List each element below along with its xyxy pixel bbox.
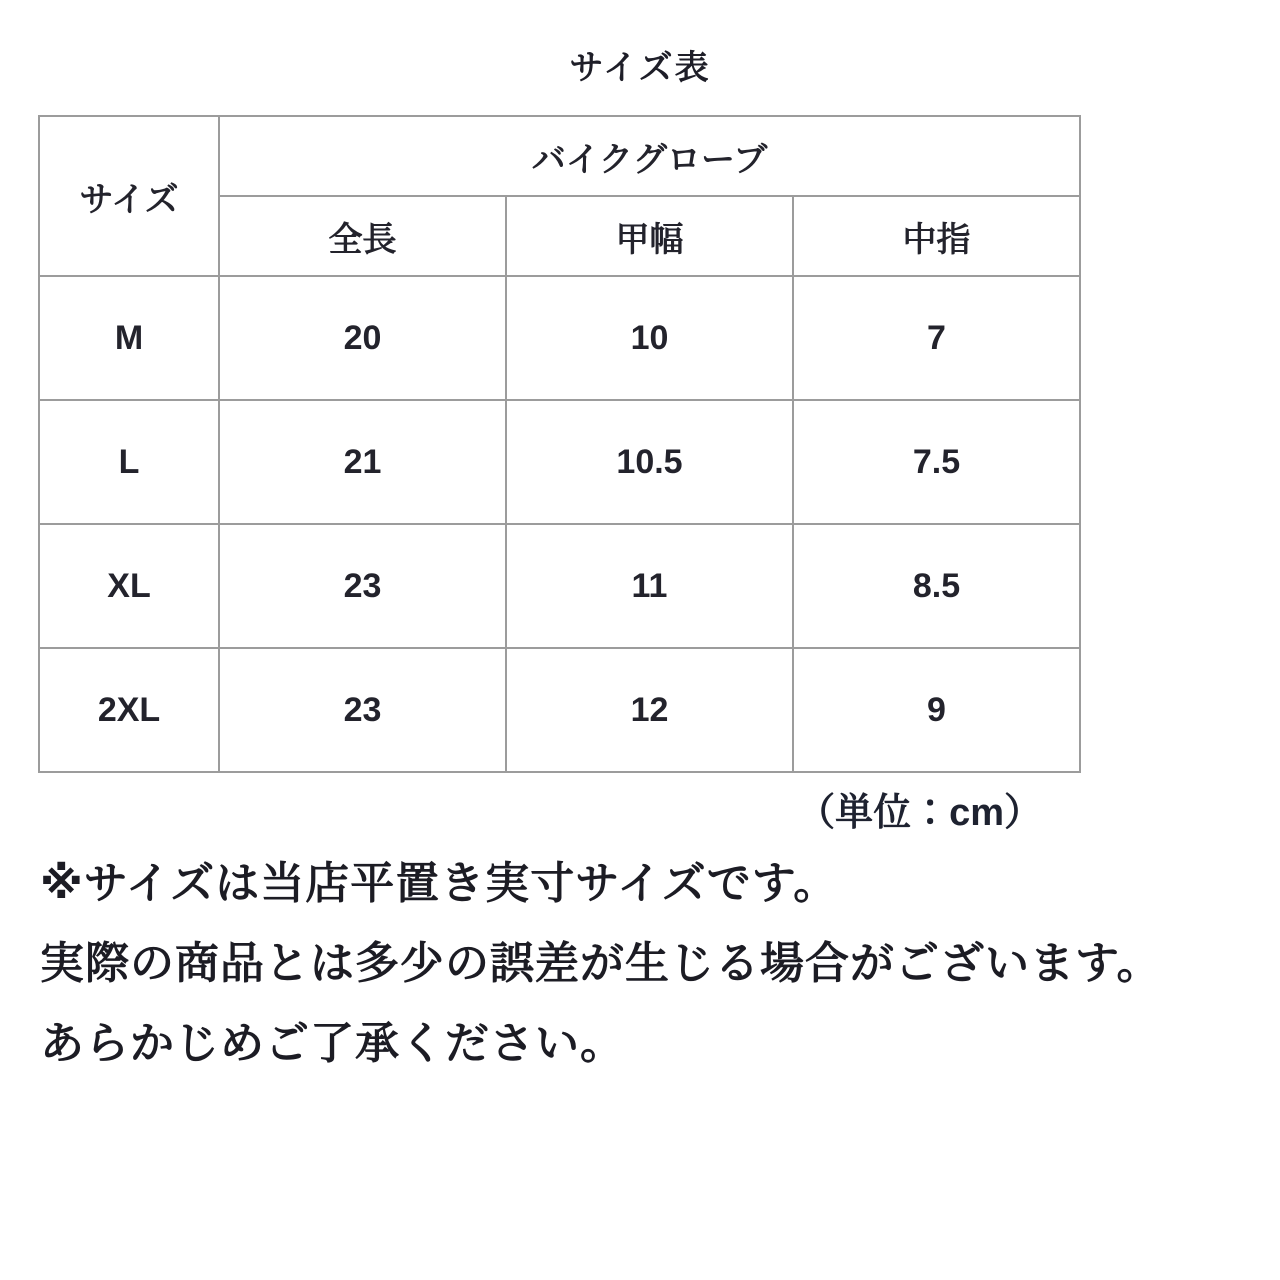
table-header-row-group [39,116,1080,196]
note-line-3: あらかじめご了承ください。 [40,1018,625,1068]
size-label: L [39,400,219,524]
value-cell: 10 [506,276,793,400]
unit-note: （単位：cm） [797,792,1042,834]
product-group-header: バイクグローブ [219,116,1080,196]
table-row-m [39,276,1080,400]
size-table [38,115,1081,773]
value-cell: 7.5 [793,400,1080,524]
value-cell: 10.5 [506,400,793,524]
size-label: M [39,276,219,400]
value-cell: 9 [793,648,1080,772]
table-row-2xl [39,648,1080,772]
notes-block [40,858,1280,1070]
size-label: 2XL [39,648,219,772]
value-cell: 12 [506,648,793,772]
table-row-l [39,400,1080,524]
note-line-1: ※サイズは当店平置き実寸サイズです。 [40,859,839,908]
note-line-2: 実際の商品とは多少の誤差が生じる場合がございます。 [40,938,1162,988]
page-title: サイズ表 [569,49,711,87]
measure-header-back-width: 甲幅 [506,196,793,276]
measure-header-middle-finger: 中指 [793,196,1080,276]
measure-header-total-length: 全長 [219,196,506,276]
table-row-xl [39,524,1080,648]
value-cell: 20 [219,276,506,400]
value-cell: 23 [219,648,506,772]
value-cell: 8.5 [793,524,1080,648]
size-column-header: サイズ [39,116,219,276]
size-label: XL [39,524,219,648]
value-cell: 21 [219,400,506,524]
value-cell: 7 [793,276,1080,400]
value-cell: 11 [506,524,793,648]
value-cell: 23 [219,524,506,648]
